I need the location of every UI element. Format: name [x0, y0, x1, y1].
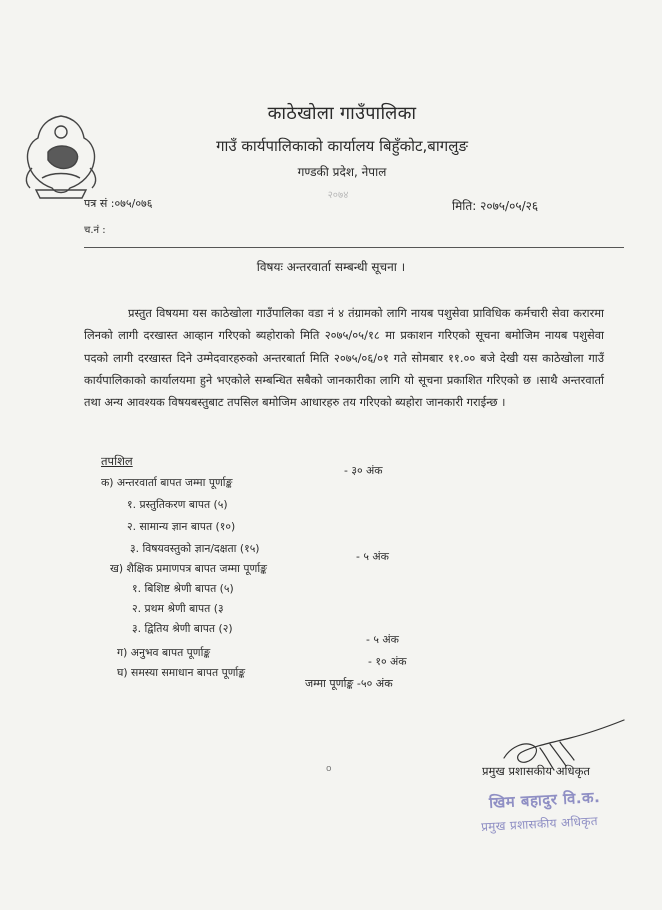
schedule-item: २. सामान्य ज्ञान बापत (१०)	[127, 520, 236, 533]
schedule-mark: - ३० अंक	[344, 464, 383, 477]
org-name: काठेखोला गाउँपालिका	[267, 103, 417, 124]
schedule-item: ३. विषयवस्तुको ज्ञान/दक्षता (१५)	[130, 542, 260, 555]
schedule-item: १. बिशिष्ट श्रेणी बापत (५)	[132, 582, 234, 595]
schedule-item: क) अन्तरवार्ता बापत जम्मा पूर्णाङ्क	[101, 476, 233, 489]
schedule-mark: - ५ अंक	[356, 550, 389, 563]
dispatch-number: च.नं :	[84, 225, 106, 236]
schedule-title: तपशिल	[101, 454, 133, 468]
reference-number: पत्र सं :०७५/०७६	[84, 197, 153, 210]
schedule-item: ग) अनुभव बापत पूर्णाङ्क	[117, 646, 211, 659]
seal-name: खिम बहादुर वि.क.	[488, 788, 601, 812]
letter-body: प्रस्तुत विषयमा यस काठेखोला गाउँपालिका वडा नं ४ तंग्रामको लागि नायब पशुसेवा प्राविधिक कर्मचारी सेवा करारमा लिनको लागी दरखास्त आव्हान गरिएको ब्यहोराको मिति २०७५/०५/१८ मा प्रकाशन गरिएको सूचना बमोजिम नायब पशुसेवा पदको लागी दरखास्त दिने उम्मेदवारहरुको अन्तरबार्ता मिति २०७५/०६/०१ गते सोमबार ११.०० बजे देखी यस काठेखोला गाउँ कार्यपालिकाको कार्यालयमा हुने भएकोले सम्बन्धित सबैको जानकारीका लागि यो सूचना प्रकाशित गरिएको छ ।साथै अन्तरवार्ता तथा अन्य आवश्यक विषयबस्तुबाट तपसिल बमोजिम आधारहरु तय गरिएको ब्यहोरा जानकारी गराईन्छ ।	[84, 306, 604, 410]
seal-role: प्रमुख प्रशासकीय अधिकृत	[480, 813, 599, 835]
total-marks: जम्मा पूर्णाङ्क -५० अंक	[305, 677, 393, 690]
page-dot: o	[326, 764, 332, 774]
schedule-item: ख) शैक्षिक प्रमाणपत्र बापत जम्मा पूर्णाङ्क	[110, 562, 267, 575]
header-divider	[84, 247, 624, 248]
schedule-item: ३. द्वितिय श्रेणी बापत (२)	[132, 622, 233, 635]
letter-subject: विषयः अन्तरवार्ता सम्बन्धी सूचना ।	[256, 260, 406, 274]
schedule-item: १. प्रस्तुतिकरण बापत (५)	[127, 498, 228, 511]
letter-date: मिति: २०७५/०५/२६	[452, 199, 539, 213]
signatory-role: प्रमुख प्रशासकीय अधिकृत	[482, 764, 590, 778]
schedule-mark: - ५ अंक	[366, 633, 399, 646]
schedule-item: घ) समस्या समाधान बापत पूर्णाङ्क	[117, 666, 246, 679]
org-province: गण्डकी प्रदेश, नेपाल	[297, 165, 387, 179]
svg-text:२०७४: २०७४	[327, 190, 349, 201]
schedule-mark: - १० अंक	[368, 655, 407, 668]
org-office: गाउँ कार्यपालिकाको कार्यालय बिहुँकोट,बागलुङ	[216, 137, 468, 155]
schedule-item: २. प्रथम श्रेणी बापत (३	[132, 602, 224, 615]
